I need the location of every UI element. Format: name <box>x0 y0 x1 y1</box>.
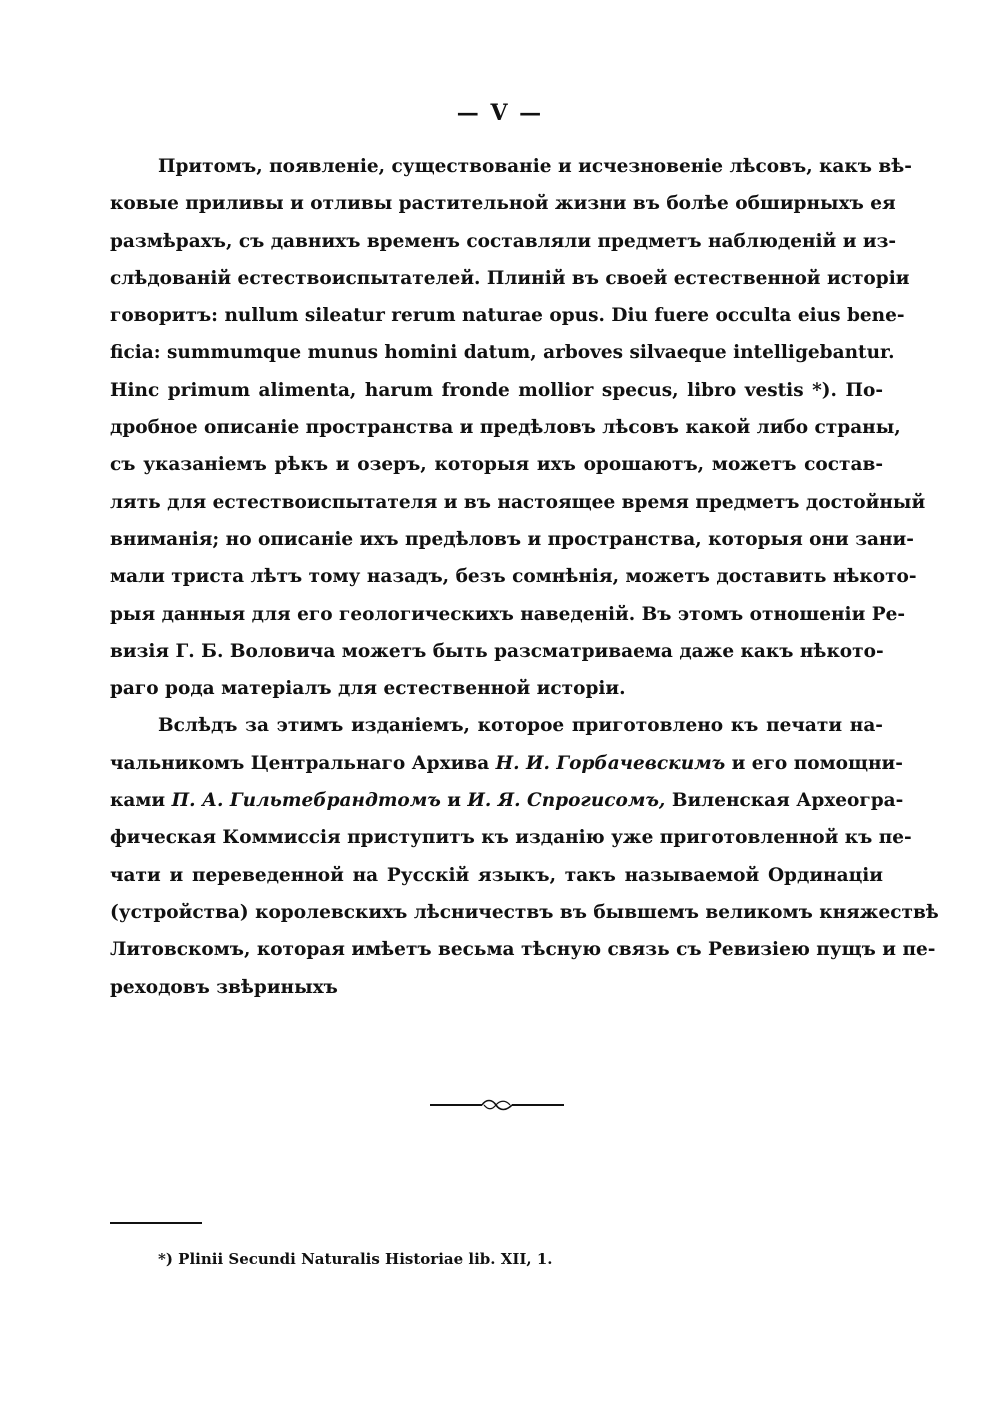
italic-name: Н. И. Горбачевскимъ <box>495 752 726 774</box>
text-line: реходовъ звѣриныхъ <box>110 976 338 998</box>
text-line: Вслѣдъ за этимъ изданіемъ, которое приготовлено къ печати на- <box>158 715 883 737</box>
body-text <box>110 148 939 1006</box>
text-line: рыя данныя для его геологическихъ наведеній. Въ этомъ отношеніи Ре- <box>110 603 906 625</box>
footnote-rule <box>110 1222 202 1224</box>
text-line: Hinc primum alimenta, harum fronde mollior specus, libro vestis *). По- <box>110 379 883 401</box>
text-line: ковые приливы и отливы растительной жизни въ болѣе обширныхъ ея <box>110 193 896 215</box>
text-line: визія Г. Б. Воловича можетъ быть разсматриваема даже какъ нѣкото- <box>110 640 884 662</box>
text-line: Литовскомъ, которая имѣетъ весьма тѣсную связь съ Ревизіею пущъ и пе- <box>110 939 936 961</box>
text-line: мали триста лѣтъ тому назадъ, безъ сомнѣнія, можетъ доставить нѣкото- <box>110 566 917 588</box>
text-line: слѣдованій естествоиспытателей. Плиній въ своей естественной исторіи <box>110 267 910 289</box>
paragraph <box>110 707 939 1005</box>
footnote: *) Plinii Secundi Naturalis Historiae lib. XII, 1. <box>158 1250 553 1268</box>
text-line: ками П. А. Гильтебрандтомъ и И. Я. Спрогисомъ, Виленская Археогра- <box>110 790 904 812</box>
text-line: ficia: summumque munus homini datum, arboves silvaeque intelligebantur. <box>110 342 895 364</box>
italic-name: П. А. Гильтебрандтомъ <box>171 790 441 812</box>
text-line: фическая Коммиссія приступитъ къ изданію уже приготовленной къ пе- <box>110 827 912 849</box>
text-line: чати и переведенной на Русскій языкъ, такъ называемой Ординаціи <box>110 864 883 886</box>
text-line: (устройства) королевскихъ лѣсничествъ въ бывшемъ великомъ княжествѣ <box>110 901 939 923</box>
text-line: съ указаніемъ рѣкъ и озеръ, которыя ихъ орошаютъ, можетъ состав- <box>110 454 883 476</box>
text-line: говоритъ: nullum sileatur rerum naturae opus. Diu fuere occulta eius bene- <box>110 305 905 327</box>
italic-name: И. Я. Спрогисомъ, <box>467 790 666 812</box>
text-line: дробное описаніе пространства и предѣловъ лѣсовъ какой либо страны, <box>110 417 901 439</box>
text-line: размѣрахъ, съ давнихъ временъ составляли предметъ наблюденій и из- <box>110 230 897 252</box>
page-number: — V — <box>456 100 544 126</box>
text-line: лять для естествоиспытателя и въ настоящее время предметъ достойный <box>110 491 926 513</box>
text-line: вниманія; но описаніе ихъ предѣловъ и пространства, которыя они зани- <box>110 528 914 550</box>
paragraph <box>110 148 926 707</box>
text-line: раго рода матеріалъ для естественной исторіи. <box>110 678 626 700</box>
divider-ornament <box>430 1096 564 1114</box>
text-line: чальникомъ Центральнаго Архива Н. И. Горбачевскимъ и его помощни- <box>110 752 903 774</box>
text-line: Притомъ, появленіе, существованіе и исчезновеніе лѣсовъ, какъ вѣ- <box>158 156 912 177</box>
